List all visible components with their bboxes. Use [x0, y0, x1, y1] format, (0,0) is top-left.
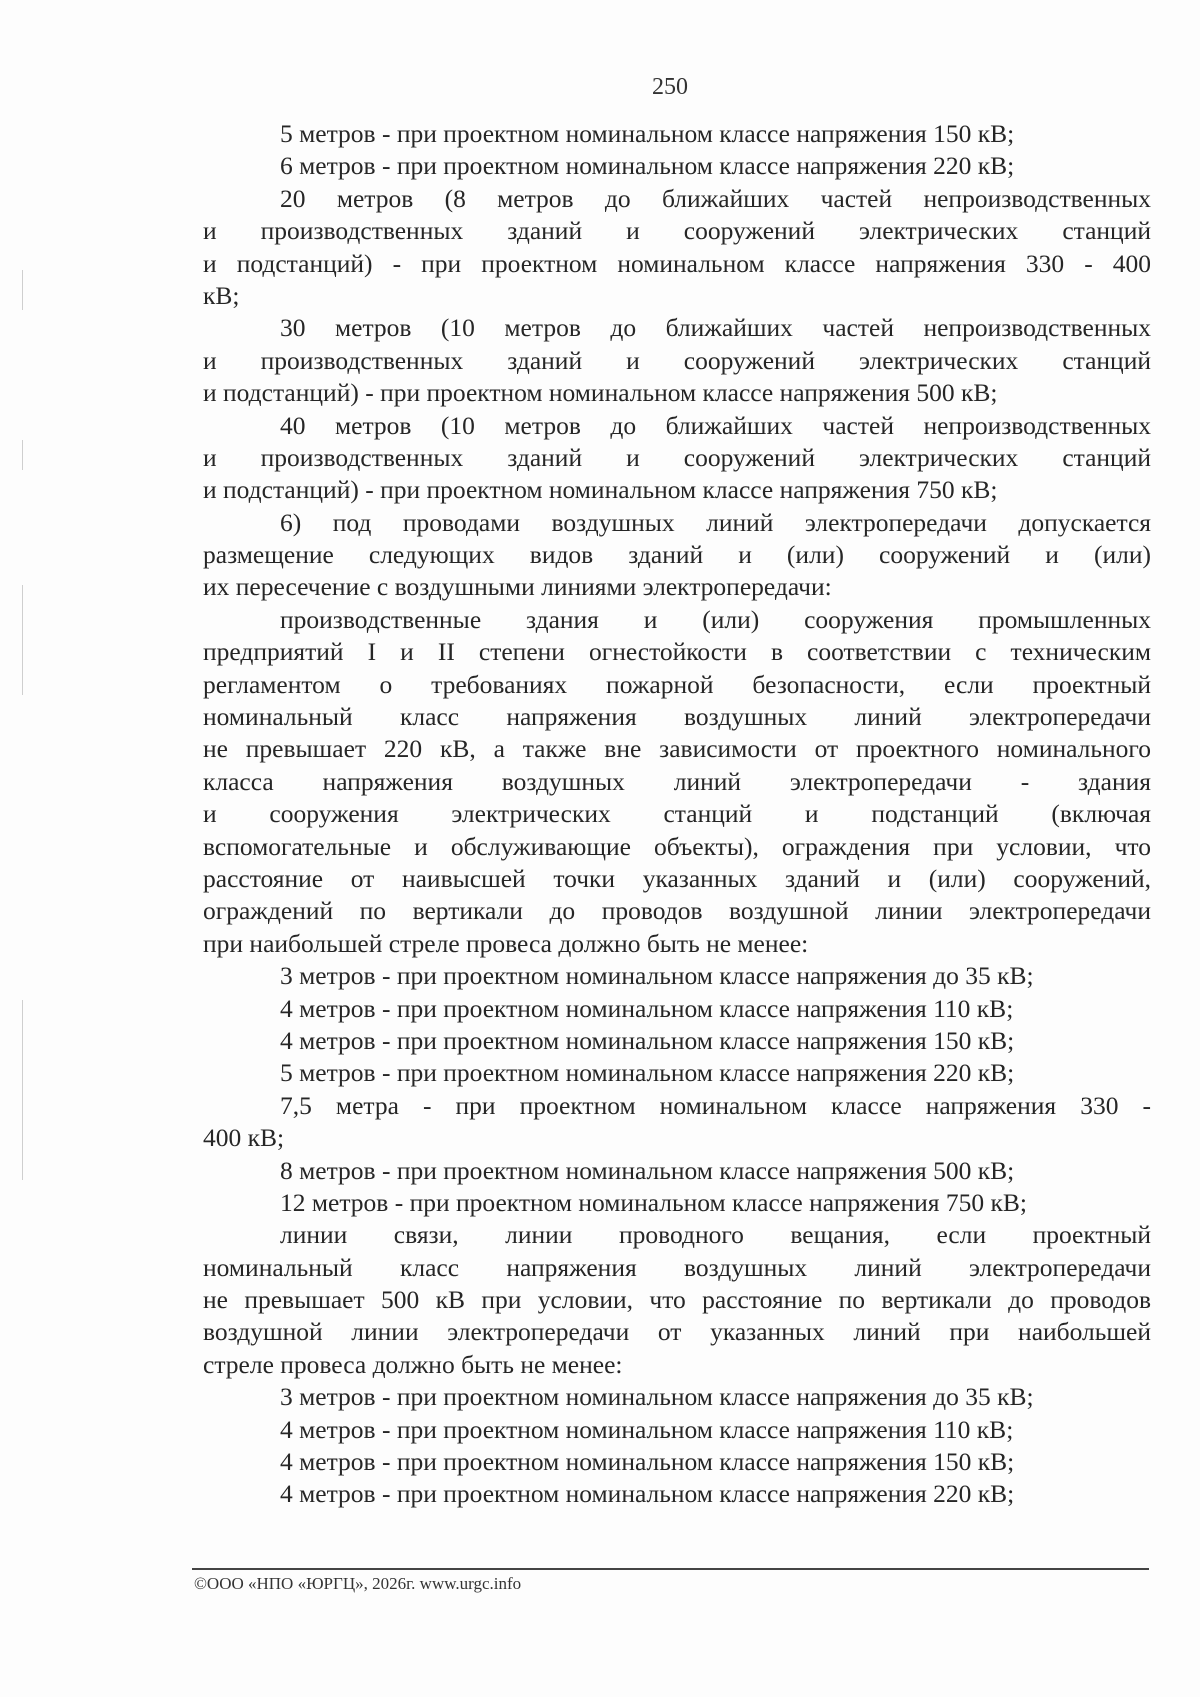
text-line: кВ;: [203, 280, 240, 310]
text-line: 6 метров - при проектном номинальном классе напряжения 220 кВ;: [280, 151, 1015, 181]
text-line: и подстанций) - при проектном номинальном классе напряжения 500 кВ;: [203, 378, 998, 408]
text-line: стреле провеса должно быть не менее:: [203, 1349, 623, 1379]
text-line: при наибольшей стреле провеса должно быть не менее:: [203, 928, 809, 958]
text-line: и подстанций) - при проектном номинальном классе напряжения 750 кВ;: [203, 475, 998, 505]
text-line: 40 метров (10 метров до ближайших частей непроизводственных: [280, 410, 1151, 440]
text-line: класса напряжения воздушных линий электропередачи - здания: [203, 766, 1151, 796]
text-line: воздушной линии электропередачи от указанных линий при наибольшей: [203, 1317, 1151, 1347]
text-line: 4 метров - при проектном номинальном классе напряжения 110 кВ;: [280, 993, 1014, 1023]
text-line: ограждений по вертикали до проводов воздушной линии электропередачи: [203, 896, 1151, 926]
body-text: [203, 118, 1151, 1511]
text-line: и производственных зданий и сооружений электрических станций: [203, 216, 1151, 246]
text-line: не превышает 220 кВ, а также вне зависимости от проектного номинального: [203, 734, 1151, 764]
text-line: регламентом о требованиях пожарной безопасности, если проектный: [203, 669, 1151, 699]
scan-artifact: [22, 585, 23, 695]
text-line: производственные здания и (или) сооружения промышленных: [280, 604, 1151, 634]
text-line: расстояние от наивысшей точки указанных зданий и (или) сооружений,: [203, 863, 1151, 893]
text-line: 8 метров - при проектном номинальном классе напряжения 500 кВ;: [280, 1155, 1015, 1185]
text-line: их пересечение с воздушными линиями электропередачи:: [203, 572, 832, 602]
text-line: не превышает 500 кВ при условии, что расстояние по вертикали до проводов: [203, 1285, 1151, 1315]
text-line: 30 метров (10 метров до ближайших частей непроизводственных: [280, 313, 1151, 343]
footer-copyright: ©ООО «НПО «ЮРГЦ», 2026г. www.urgc.info: [194, 1574, 522, 1593]
text-line: и сооружения электрических станций и подстанций (включая: [203, 799, 1151, 829]
text-line: и производственных зданий и сооружений электрических станций: [203, 345, 1151, 375]
scan-artifact: [22, 440, 23, 470]
text-line: 4 метров - при проектном номинальном классе напряжения 150 кВ;: [280, 1025, 1015, 1055]
text-line: 3 метров - при проектном номинальном классе напряжения до 35 кВ;: [280, 961, 1034, 991]
scan-artifact: [22, 270, 23, 310]
text-line: и производственных зданий и сооружений электрических станций: [203, 442, 1151, 472]
text-line: вспомогательные и обслуживающие объекты), ограждения при условии, что: [203, 831, 1151, 861]
text-line: 12 метров - при проектном номинальном классе напряжения 750 кВ;: [280, 1187, 1027, 1217]
text-line: размещение следующих видов зданий и (или) сооружений и (или): [203, 540, 1151, 570]
text-line: предприятий I и II степени огнестойкости в соответствии с техническим: [203, 637, 1151, 667]
text-line: и подстанций) - при проектном номинальном классе напряжения 330 - 400: [203, 248, 1151, 278]
text-line: 400 кВ;: [203, 1123, 285, 1153]
text-line: номинальный класс напряжения воздушных линий электропередачи: [203, 1252, 1151, 1282]
scan-artifact: [22, 1000, 23, 1180]
text-line: 20 метров (8 метров до ближайших частей непроизводственных: [280, 183, 1151, 213]
footer-divider: [192, 1568, 1149, 1570]
text-line: номинальный класс напряжения воздушных линий электропередачи: [203, 702, 1151, 732]
text-line: 7,5 метра - при проектном номинальном классе напряжения 330 -: [280, 1090, 1151, 1120]
text-line: 4 метров - при проектном номинальном классе напряжения 220 кВ;: [280, 1479, 1015, 1509]
text-line: 3 метров - при проектном номинальном классе напряжения до 35 кВ;: [280, 1382, 1034, 1412]
text-line: 4 метров - при проектном номинальном классе напряжения 110 кВ;: [280, 1414, 1014, 1444]
text-line: 4 метров - при проектном номинальном классе напряжения 150 кВ;: [280, 1447, 1015, 1477]
text-line: 5 метров - при проектном номинальном классе напряжения 150 кВ;: [280, 119, 1015, 148]
text-line: 5 метров - при проектном номинальном классе напряжения 220 кВ;: [280, 1058, 1015, 1088]
page-number: 250: [652, 74, 688, 100]
text-line: линии связи, линии проводного вещания, если проектный: [280, 1220, 1151, 1250]
text-line: 6) под проводами воздушных линий электропередачи допускается: [280, 507, 1151, 537]
